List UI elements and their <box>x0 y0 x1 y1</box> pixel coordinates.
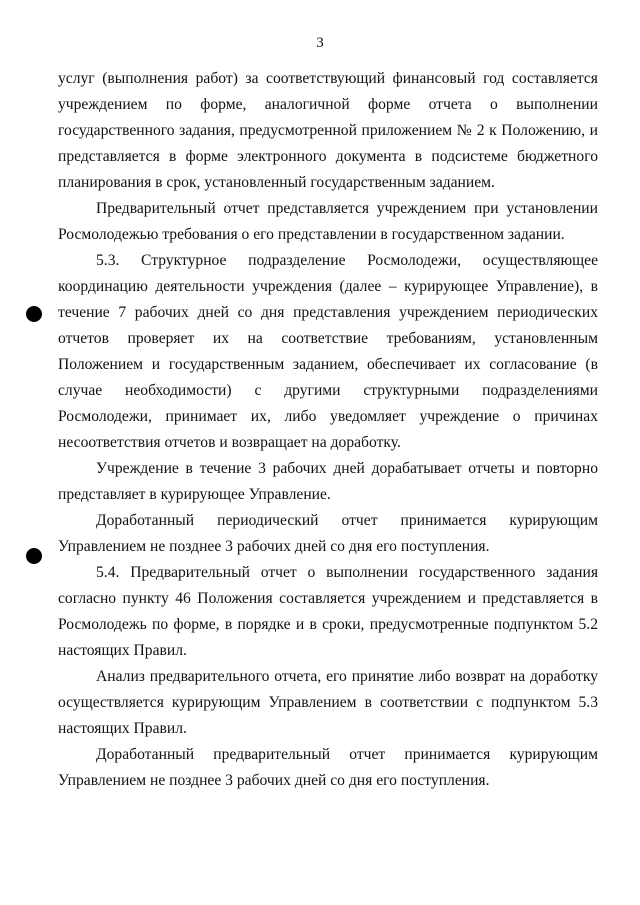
punch-hole-mark <box>26 306 42 322</box>
paragraph-2: Предварительный отчет представляется учреждением при установлении Росмолодежью требования о его представлении в государственном задании. <box>58 200 598 243</box>
punch-hole-mark <box>26 548 42 564</box>
paragraph-3: 5.3. Структурное подразделение Росмолодежи, осуществляющее координацию деятельности учреждения (далее – курирующее Управление), в течение 7 рабочих дней со дня представления учреждением периодических отчетов проверяет их на соответствие требованиям, установленным Положением и государственным заданием, обеспечивает их согласование (в случае необходимости) с другими структурными подразделениями Росмолодежи, принимает их, либо уведомляет учреждение о причинах несоответствия отчетов и возвращает на доработку. <box>58 252 598 451</box>
paragraph-4: Учреждение в течение 3 рабочих дней дорабатывает отчеты и повторно представляет в курирующее Управление. <box>58 460 598 503</box>
paragraph-6: 5.4. Предварительный отчет о выполнении государственного задания согласно пункту 46 Положения составляется учреждением и представляется в Росмолодежь по форме, в порядке и в сроки, предусмотренные подпунктом 5.2 настоящих Правил. <box>58 564 598 659</box>
paragraph-5: Доработанный периодический отчет принимается курирующим Управлением не позднее 3 рабочих дней со дня его поступления. <box>58 512 598 555</box>
paragraph-7: Анализ предварительного отчета, его принятие либо возврат на доработку осуществляется курирующим Управлением в соответствии с подпунктом 5.3 настоящих Правил. <box>58 668 598 737</box>
paragraph-1: услуг (выполнения работ) за соответствующий финансовый год составляется учреждением по форме, аналогичной форме отчета о выполнении государственного задания, предусмотренной приложением № 2 к Положению, и представляется в форме электронного документа в подсистеме бюджетного планирования в срок, установленный государственным заданием. <box>58 70 598 191</box>
page-number: 3 <box>316 35 324 51</box>
document-body <box>58 66 598 794</box>
paragraph-8: Доработанный предварительный отчет принимается курирующим Управлением не позднее 3 рабочих дней со дня его поступления. <box>58 746 598 789</box>
